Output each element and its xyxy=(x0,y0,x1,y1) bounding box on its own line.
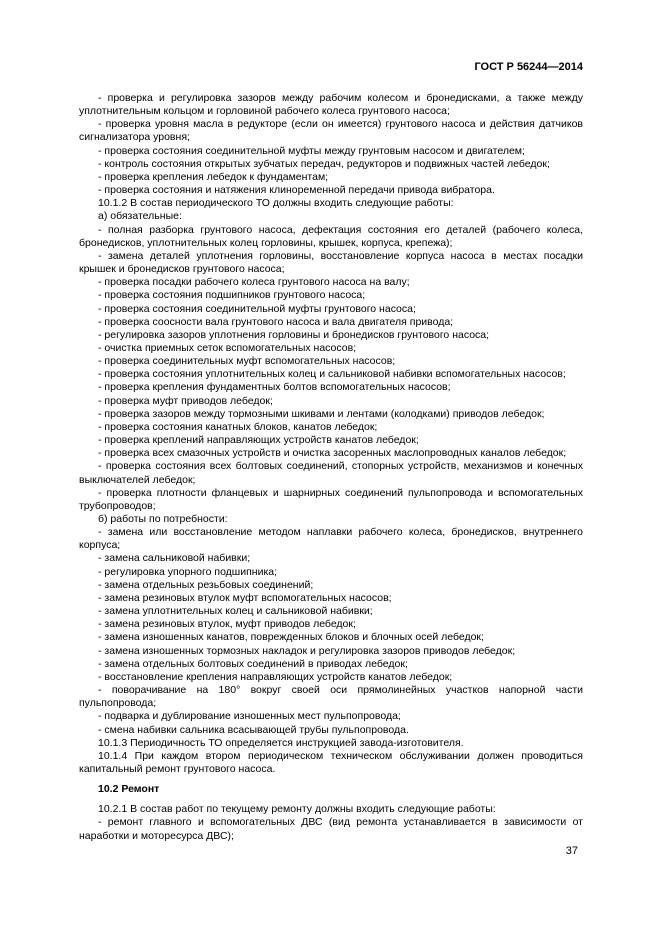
paragraph: - проверка состояния соединительной муфты между грунтовым насосом и двигателем; xyxy=(98,144,525,157)
paragraph: - подварка и дублирование изношенных мест пульпопровода; xyxy=(98,710,401,723)
paragraph: 10.2.1 В состав работ по текущему ремонту должны входить следующие работы: xyxy=(98,803,496,816)
paragraph: - полная разборка грунтового насоса, дефектация состояния его деталей (рабочего колеса, бронедисков, уплотнительных колец горловины, крышек, корпуса, крепежа); xyxy=(79,223,583,249)
paragraph: - замена отдельных резьбовых соединений; xyxy=(98,578,314,591)
paragraph: - замена отдельных болтовых соединений в приводах лебедок; xyxy=(98,657,408,670)
document-body xyxy=(79,92,583,843)
paragraph: - проверка состояния подшипников грунтового насоса; xyxy=(98,289,366,302)
paragraph: - проверка уровня масла в редукторе (если он имеется) грунтового насоса и действия датчиков сигнализатора уровня; xyxy=(79,118,583,144)
paragraph: - проверка зазоров между тормозными шкивами и лентами (колодками) приводов лебедок; xyxy=(98,407,545,420)
paragraph: - регулировка упорного подшипника; xyxy=(98,565,278,578)
paragraph: - проверка крепления лебедок к фундаментам; xyxy=(98,170,329,183)
paragraph: - замена резиновых втулок муфт вспомогательных насосов; xyxy=(98,591,392,604)
paragraph: - ремонт главного и вспомогательных ДВС (вид ремонта устанавливается в зависимости от наработки и моторесурса ДВС); xyxy=(79,816,583,842)
paragraph-list-2 xyxy=(79,803,583,842)
paragraph: - замена или восстановление методом наплавки рабочего колеса, бронедисков, внутреннего корпуса; xyxy=(79,526,583,552)
paragraph: - проверка состояния канатных блоков, канатов лебедок; xyxy=(98,420,378,433)
paragraph: - проверка крепления фундаментных болтов вспомогательных насосов; xyxy=(98,381,451,394)
paragraph: - замена резиновых втулок, муфт приводов лебедок; xyxy=(98,618,356,631)
document-header: ГОСТ Р 56244—2014 xyxy=(474,61,583,73)
paragraph: - проверка посадки рабочего колеса грунтового насоса на валу; xyxy=(98,276,410,289)
paragraph: - регулировка зазоров уплотнения горловины и бронедисков грунтового насоса; xyxy=(98,328,490,341)
paragraph: - замена деталей уплотнения горловины, восстановление корпуса насоса в местах посадки крышек и бронедисков грунтового насоса; xyxy=(79,249,583,276)
paragraph: - проверка соединительных муфт вспомогательных насосов; xyxy=(98,355,396,368)
paragraph-list-1 xyxy=(79,92,583,776)
paragraph: - замена уплотнительных колец и сальниковой набивки; xyxy=(98,605,373,618)
paragraph: - проверка состояния уплотнительных колец и сальниковой набивки вспомогательных насосов; xyxy=(98,368,566,381)
paragraph: - проверка соосности вала грунтового насоса и вала двигателя привода; xyxy=(98,315,454,328)
paragraph: - проверка состояния и натяжения клиноременной передачи привода вибратора. xyxy=(98,184,495,197)
paragraph: 10.1.4 При каждом втором периодическом техническом обслуживании должен проводиться капитальный ремонт грунтового насоса. xyxy=(79,749,583,775)
paragraph: 10.1.3 Периодичность ТО определяется инструкцией завода-изготовителя. xyxy=(98,736,464,749)
paragraph: - проверка муфт приводов лебедок; xyxy=(98,394,273,407)
paragraph: - поворачивание на 180° вокруг своей оси прямолинейных участков напорной части пульпопровода; xyxy=(79,684,583,710)
paragraph: - замена изношенных тормозных накладок и регулировка зазоров приводов лебедок; xyxy=(98,644,516,657)
paragraph: - проверка состояния соединительной муфты грунтового насоса; xyxy=(98,302,416,315)
page-number: 37 xyxy=(565,845,578,857)
section-heading: 10.2 Ремонт xyxy=(98,783,160,796)
paragraph: - проверка и регулировка зазоров между рабочим колесом и бронедисками, а также между уплотнительным кольцом и горловиной рабочего колеса грунтового насоса; xyxy=(79,92,583,118)
paragraph: - проверка состояния всех болтовых соединений, стопорных устройств, механизмов и конечных выключателей лебедок; xyxy=(79,460,583,486)
paragraph: б) работы по потребности: xyxy=(98,513,228,525)
paragraph: - контроль состояния открытых зубчатых передач, редукторов и подвижных частей лебедок; xyxy=(98,157,550,170)
paragraph: - проверка креплений направляющих устройств канатов лебедок; xyxy=(98,434,419,447)
paragraph: - очистка приемных сеток вспомогательных насосов; xyxy=(98,341,357,354)
paragraph: - восстановление крепления направляющих устройств канатов лебедок; xyxy=(98,670,453,683)
paragraph: - проверка всех смазочных устройств и очистка засоренных маслопроводных каналов лебедок; xyxy=(98,447,567,460)
paragraph: - проверка плотности фланцевых и шарнирных соединений пульпопровода и вспомогательных трубопроводов; xyxy=(79,486,583,512)
paragraph: а) обязательные: xyxy=(98,210,182,223)
paragraph: 10.1.2 В состав периодического ТО должны входить следующие работы: xyxy=(98,197,454,210)
paragraph: - замена изношенных канатов, поврежденных блоков и блочных осей лебедок; xyxy=(98,631,484,644)
paragraph: - замена сальниковой набивки; xyxy=(98,552,251,565)
paragraph: - смена набивки сальника всасывающей трубы пульпопровода. xyxy=(98,723,409,736)
